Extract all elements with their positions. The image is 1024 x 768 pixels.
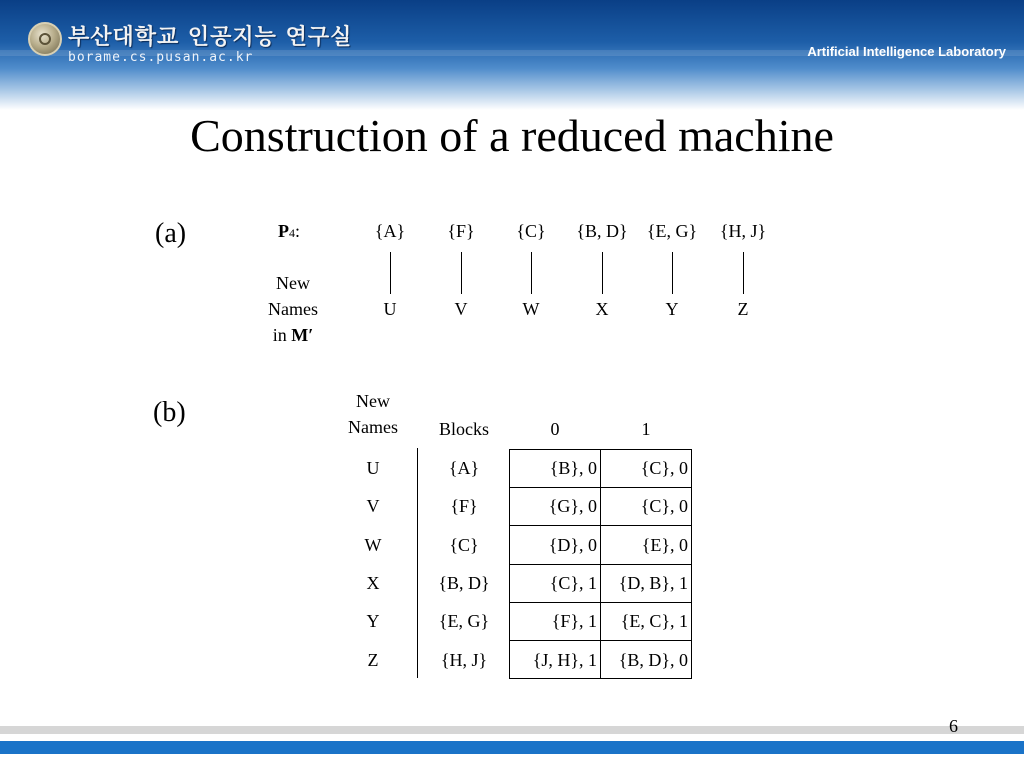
mapping-line <box>602 252 603 294</box>
mapping-line <box>743 252 744 294</box>
row-transition-0: {B}, 0 <box>549 458 597 478</box>
header-names: Names <box>348 417 398 437</box>
row-block: {E, G} <box>438 611 490 631</box>
footer-gray-bar <box>0 726 1024 734</box>
header-input-1: 1 <box>641 419 651 439</box>
header-new-names <box>338 388 408 440</box>
page-number: 6 <box>949 716 958 736</box>
university-name: 부산대학교 인공지능 연구실 <box>68 25 353 50</box>
new-names-line3 <box>252 322 334 348</box>
header-banner <box>0 0 1024 110</box>
lab-name: Artificial Intelligence Laboratory <box>807 44 1006 59</box>
partition-block: {B, D} <box>576 221 628 241</box>
mapping-line <box>531 252 532 294</box>
row-name: V <box>366 496 380 516</box>
new-name: V <box>454 299 468 319</box>
row-block: {B, D} <box>438 573 490 593</box>
partition-label <box>278 220 300 244</box>
partition-block: {F} <box>447 221 475 241</box>
header-blocks: Blocks <box>438 419 489 439</box>
transition-row-divider <box>509 602 692 603</box>
new-name: Z <box>737 299 749 319</box>
row-transition-1: {D, B}, 1 <box>618 573 688 593</box>
header-input-0: 0 <box>550 419 560 439</box>
row-transition-0: {G}, 0 <box>548 496 597 516</box>
new-name: Y <box>665 299 679 319</box>
row-transition-1: {B, D}, 0 <box>618 650 688 670</box>
partition-block: {H, J} <box>719 221 767 241</box>
part-a-label: (a) <box>155 218 187 249</box>
row-transition-0: {F}, 1 <box>551 611 597 631</box>
row-name: Z <box>367 650 379 670</box>
new-name: W <box>522 299 540 319</box>
transition-row-divider <box>509 487 692 488</box>
transition-row-divider <box>509 640 692 641</box>
row-name: Y <box>366 611 380 631</box>
row-block: {F} <box>450 496 478 516</box>
row-block: {H, J} <box>440 650 488 670</box>
footer-blue-bar <box>0 741 1024 754</box>
row-transition-1: {E, C}, 1 <box>620 611 688 631</box>
new-names-line1: New <box>276 273 310 293</box>
mapping-line <box>672 252 673 294</box>
new-names-line3-prefix: in <box>272 325 292 345</box>
row-name: X <box>366 573 380 593</box>
partition-block: {E, G} <box>646 221 698 241</box>
row-transition-0: {C}, 1 <box>549 573 597 593</box>
partition-subscript: 4 <box>289 226 295 240</box>
new-names-label <box>252 270 334 348</box>
new-name: X <box>595 299 609 319</box>
row-transition-0: {J, H}, 1 <box>532 650 597 670</box>
new-names-line2: Names <box>268 299 318 319</box>
row-transition-0: {D}, 0 <box>548 535 597 555</box>
mapping-line <box>390 252 391 294</box>
row-name: W <box>364 535 382 555</box>
transition-row-divider <box>509 564 692 565</box>
row-block: {A} <box>448 458 480 478</box>
transition-row-divider <box>509 525 692 526</box>
slide-title: Construction of a reduced machine <box>190 110 834 161</box>
partition-block: {A} <box>374 221 406 241</box>
university-url: borame.cs.pusan.ac.kr <box>68 50 254 65</box>
table-separator <box>417 448 418 678</box>
partition-symbol: P <box>278 221 289 241</box>
row-transition-1: {C}, 0 <box>640 496 688 516</box>
machine-symbol: M′ <box>291 325 314 345</box>
row-name: U <box>366 458 380 478</box>
row-transition-1: {C}, 0 <box>640 458 688 478</box>
partition-block: {C} <box>516 221 546 241</box>
partition-colon: : <box>295 221 301 241</box>
university-seal-icon <box>28 22 62 56</box>
part-b-label: (b) <box>153 397 186 428</box>
mapping-line <box>461 252 462 294</box>
header-new: New <box>356 391 390 411</box>
row-block: {C} <box>449 535 479 555</box>
new-name: U <box>383 299 397 319</box>
row-transition-1: {E}, 0 <box>641 535 688 555</box>
